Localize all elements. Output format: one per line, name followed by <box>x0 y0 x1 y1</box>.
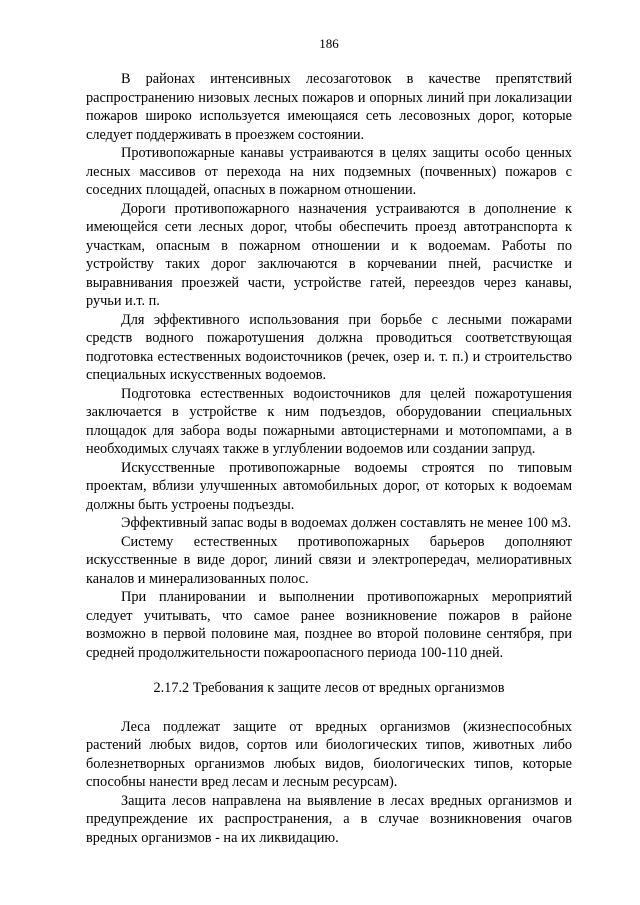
paragraph-water-source-preparation: Подготовка естественных водоисточников для целей пожаротушения заключается в устройстве к ним подъездов, оборудовании специальных площадок для забора воды пожарными автоцистернами и мотопомпами, а в необходимых случаях также в углублении водоемов или создании запруд. <box>86 385 572 457</box>
paragraph-pest-protection: Леса подлежат защите от вредных организмов (жизнеспособных растений любых видов, сортов или биологических типов, животных либо болезнетворных организмов любых видов, биологических типов, которые способны нанести вред лесам и лесным ресурсам). <box>86 718 572 790</box>
paragraph-fire-roads: Дороги противопожарного назначения устраиваются в дополнение к имеющейся сети лесных дорог, чтобы обеспечить проезд автотранспорта к участкам, опасным в пожарном отношении и к водоемам. Работы по устройству таких дорог заключаются в корчевании пней, расчистке и выравнивания проезжей части, устройстве гатей, переездов через канавы, ручьи и.т. п. <box>86 200 572 309</box>
section-heading: 2.17.2 Требования к защите лесов от вредных организмов <box>153 680 505 696</box>
paragraph-water-sources: Для эффективного использования при борьбе с лесными пожарами средств водного пожаротушения должна проводиться соответствующая подготовка естественных водоисточников (речек, озер и. т. п.) и строительство специальных искусственных водоемов. <box>86 311 572 383</box>
paragraph-artificial-reservoirs: Искусственные противопожарные водоемы строятся по типовым проектам, вблизи улучшенных автомобильных дорог, от которых к водоемам должны быть устроены подъезды. <box>86 459 572 513</box>
paragraph-fire-ditches: Противопожарные канавы устраиваются в целях защиты особо ценных лесных массивов от перехода на них подземных (почвенных) пожаров с соседних площадей, опасных в пожарном отношении. <box>86 145 572 198</box>
paragraph-water-reserve: Эффективный запас воды в водоемах должен составлять не менее 100 м3. <box>121 515 572 531</box>
paragraph-fire-barriers: Систему естественных противопожарных барьеров дополняют искусственные в виде дорог, линий связи и электропередач, мелиоративных каналов и минерализованных полос. <box>86 533 572 587</box>
paragraph-pest-detection: Защита лесов направлена на выявление в лесах вредных организмов и предупреждение их распространения, а в случае возникновения очагов вредных организмов - на их ликвидацию. <box>86 792 572 846</box>
paragraph-logging-roads: В районах интенсивных лесозаготовок в качестве препятствий распространению низовых лесных пожаров и опорных линий при локализации пожаров широко используется имеющаяся сеть лесовозных дорог, которые следует поддерживать в проезжем состоянии. <box>86 71 572 143</box>
page-number: 186 <box>319 36 339 51</box>
paragraph-fire-season: При планировании и выполнении противопожарных мероприятий следует учитывать, что самое ранее возникновение пожаров в районе возможно в первой половине мая, позднее во второй половине сентября, при средней продолжительности пожароопасного периода 100-110 дней. <box>86 589 572 661</box>
